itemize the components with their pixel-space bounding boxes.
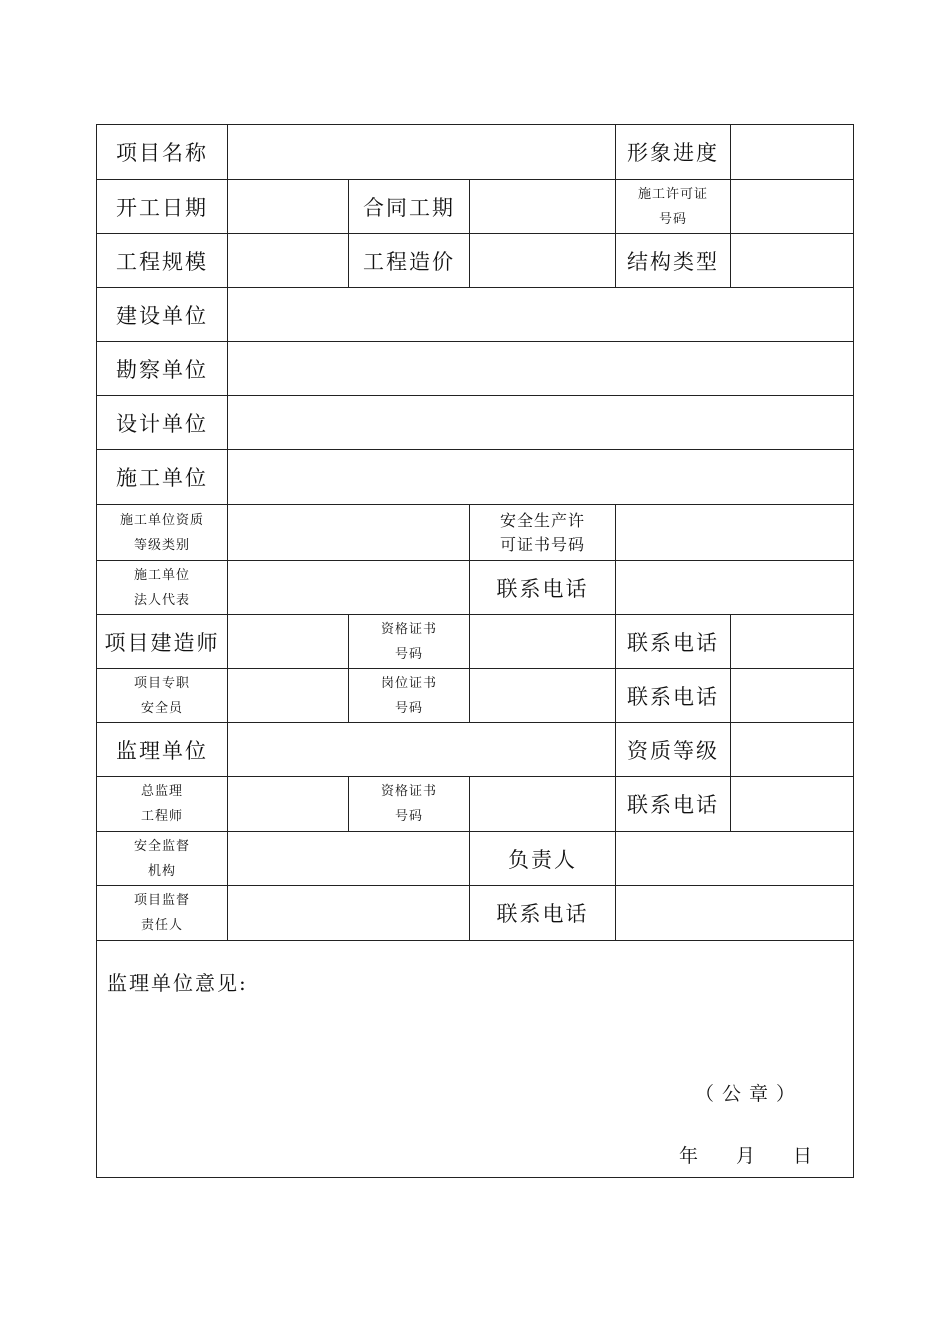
label-safety-officer bbox=[97, 669, 228, 723]
field-chief-cert[interactable] bbox=[470, 777, 616, 832]
label-post-cert bbox=[349, 669, 470, 723]
label-design: 设计单位 bbox=[97, 396, 228, 450]
official-seal-label: （公章） bbox=[695, 1083, 804, 1105]
field-project-inspector[interactable] bbox=[228, 886, 470, 941]
field-phone-legal[interactable] bbox=[616, 561, 853, 615]
date-day: 日 bbox=[793, 1145, 813, 1167]
field-safety-officer[interactable] bbox=[228, 669, 349, 723]
label-architect-cert-line1: 资格证书 bbox=[380, 621, 437, 637]
date-year: 年 bbox=[679, 1145, 699, 1167]
field-safety-agency[interactable] bbox=[228, 832, 470, 886]
label-safety-agency bbox=[97, 832, 228, 886]
field-qualification-class[interactable] bbox=[228, 505, 470, 561]
label-chief-supervisor-line1: 总监理 bbox=[140, 784, 183, 799]
label-contract-period: 合同工期 bbox=[349, 180, 470, 234]
field-survey[interactable] bbox=[228, 342, 853, 396]
supervisor-opinion-section[interactable] bbox=[97, 941, 853, 1177]
supervisor-opinion-label: 监理单位意见: bbox=[107, 971, 248, 995]
label-chief-cert-line1: 资格证书 bbox=[380, 784, 437, 799]
date-month: 月 bbox=[736, 1145, 756, 1167]
field-start-date[interactable] bbox=[228, 180, 349, 234]
label-qualification-class-line1: 施工单位资质 bbox=[119, 512, 204, 528]
label-chief-cert bbox=[349, 777, 470, 832]
field-phone-architect[interactable] bbox=[731, 615, 853, 669]
label-responsible-person: 负责人 bbox=[470, 832, 616, 886]
field-permit-number[interactable] bbox=[731, 180, 853, 234]
label-architect-cert bbox=[349, 615, 470, 669]
field-structure-type[interactable] bbox=[731, 234, 853, 288]
field-architect-cert[interactable] bbox=[470, 615, 616, 669]
label-safety-officer-line2: 安全员 bbox=[140, 700, 183, 716]
field-qualification-level[interactable] bbox=[731, 723, 853, 777]
label-permit-number-line2: 号码 bbox=[658, 211, 687, 227]
label-safety-permit-line1: 安全生产许 bbox=[499, 510, 585, 530]
field-safety-permit[interactable] bbox=[616, 505, 853, 561]
field-phone-inspector[interactable] bbox=[616, 886, 853, 941]
label-safety-permit-line2: 可证书号码 bbox=[499, 534, 585, 554]
label-qualification-class-line2: 等级类别 bbox=[133, 537, 190, 553]
label-safety-agency-line1: 安全监督 bbox=[133, 838, 190, 854]
registration-form bbox=[96, 124, 854, 1178]
field-progress[interactable] bbox=[731, 125, 853, 180]
label-post-cert-line1: 岗位证书 bbox=[380, 675, 437, 691]
label-project-inspector-line1: 项目监督 bbox=[133, 893, 190, 908]
field-supervisor[interactable] bbox=[228, 723, 616, 777]
label-chief-cert-line2: 号码 bbox=[394, 809, 423, 824]
field-chief-supervisor[interactable] bbox=[228, 777, 349, 832]
label-legal-representative-line2: 法人代表 bbox=[133, 592, 190, 608]
label-qualification-level: 资质等级 bbox=[616, 723, 731, 777]
field-cost[interactable] bbox=[470, 234, 616, 288]
field-post-cert[interactable] bbox=[470, 669, 616, 723]
label-permit-number bbox=[616, 180, 731, 234]
label-phone-safety-officer: 联系电话 bbox=[616, 669, 731, 723]
label-legal-representative bbox=[97, 561, 228, 615]
label-chief-supervisor-line2: 工程师 bbox=[140, 809, 183, 824]
label-survey: 勘察单位 bbox=[97, 342, 228, 396]
label-phone-chief: 联系电话 bbox=[616, 777, 731, 832]
label-constructor: 施工单位 bbox=[97, 450, 228, 505]
label-phone-architect: 联系电话 bbox=[616, 615, 731, 669]
field-legal-representative[interactable] bbox=[228, 561, 470, 615]
label-project-architect: 项目建造师 bbox=[97, 615, 228, 669]
field-design[interactable] bbox=[228, 396, 853, 450]
label-safety-agency-line2: 机构 bbox=[147, 863, 176, 879]
label-structure-type: 结构类型 bbox=[616, 234, 731, 288]
label-progress: 形象进度 bbox=[616, 125, 731, 180]
label-architect-cert-line2: 号码 bbox=[394, 646, 423, 662]
label-project-name: 项目名称 bbox=[97, 125, 228, 180]
label-qualification-class bbox=[97, 505, 228, 561]
field-contract-period[interactable] bbox=[470, 180, 616, 234]
label-post-cert-line2: 号码 bbox=[394, 700, 423, 716]
field-constructor[interactable] bbox=[228, 450, 853, 505]
label-scale: 工程规模 bbox=[97, 234, 228, 288]
label-legal-representative-line1: 施工单位 bbox=[133, 567, 190, 583]
signature-date bbox=[679, 1141, 812, 1168]
field-responsible-person[interactable] bbox=[616, 832, 853, 886]
field-project-architect[interactable] bbox=[228, 615, 349, 669]
field-project-name[interactable] bbox=[228, 125, 616, 180]
field-builder[interactable] bbox=[228, 288, 853, 342]
label-phone-inspector: 联系电话 bbox=[470, 886, 616, 941]
label-project-inspector-line2: 责任人 bbox=[140, 918, 183, 933]
label-chief-supervisor bbox=[97, 777, 228, 832]
label-permit-number-line1: 施工许可证 bbox=[637, 186, 708, 202]
label-safety-officer-line1: 项目专职 bbox=[133, 675, 190, 691]
label-phone-legal: 联系电话 bbox=[470, 561, 616, 615]
field-scale[interactable] bbox=[228, 234, 349, 288]
field-phone-chief[interactable] bbox=[731, 777, 853, 832]
label-start-date: 开工日期 bbox=[97, 180, 228, 234]
label-cost: 工程造价 bbox=[349, 234, 470, 288]
label-builder: 建设单位 bbox=[97, 288, 228, 342]
label-supervisor: 监理单位 bbox=[97, 723, 228, 777]
label-safety-permit bbox=[470, 505, 616, 561]
field-phone-safety-officer[interactable] bbox=[731, 669, 853, 723]
label-project-inspector bbox=[97, 886, 228, 941]
